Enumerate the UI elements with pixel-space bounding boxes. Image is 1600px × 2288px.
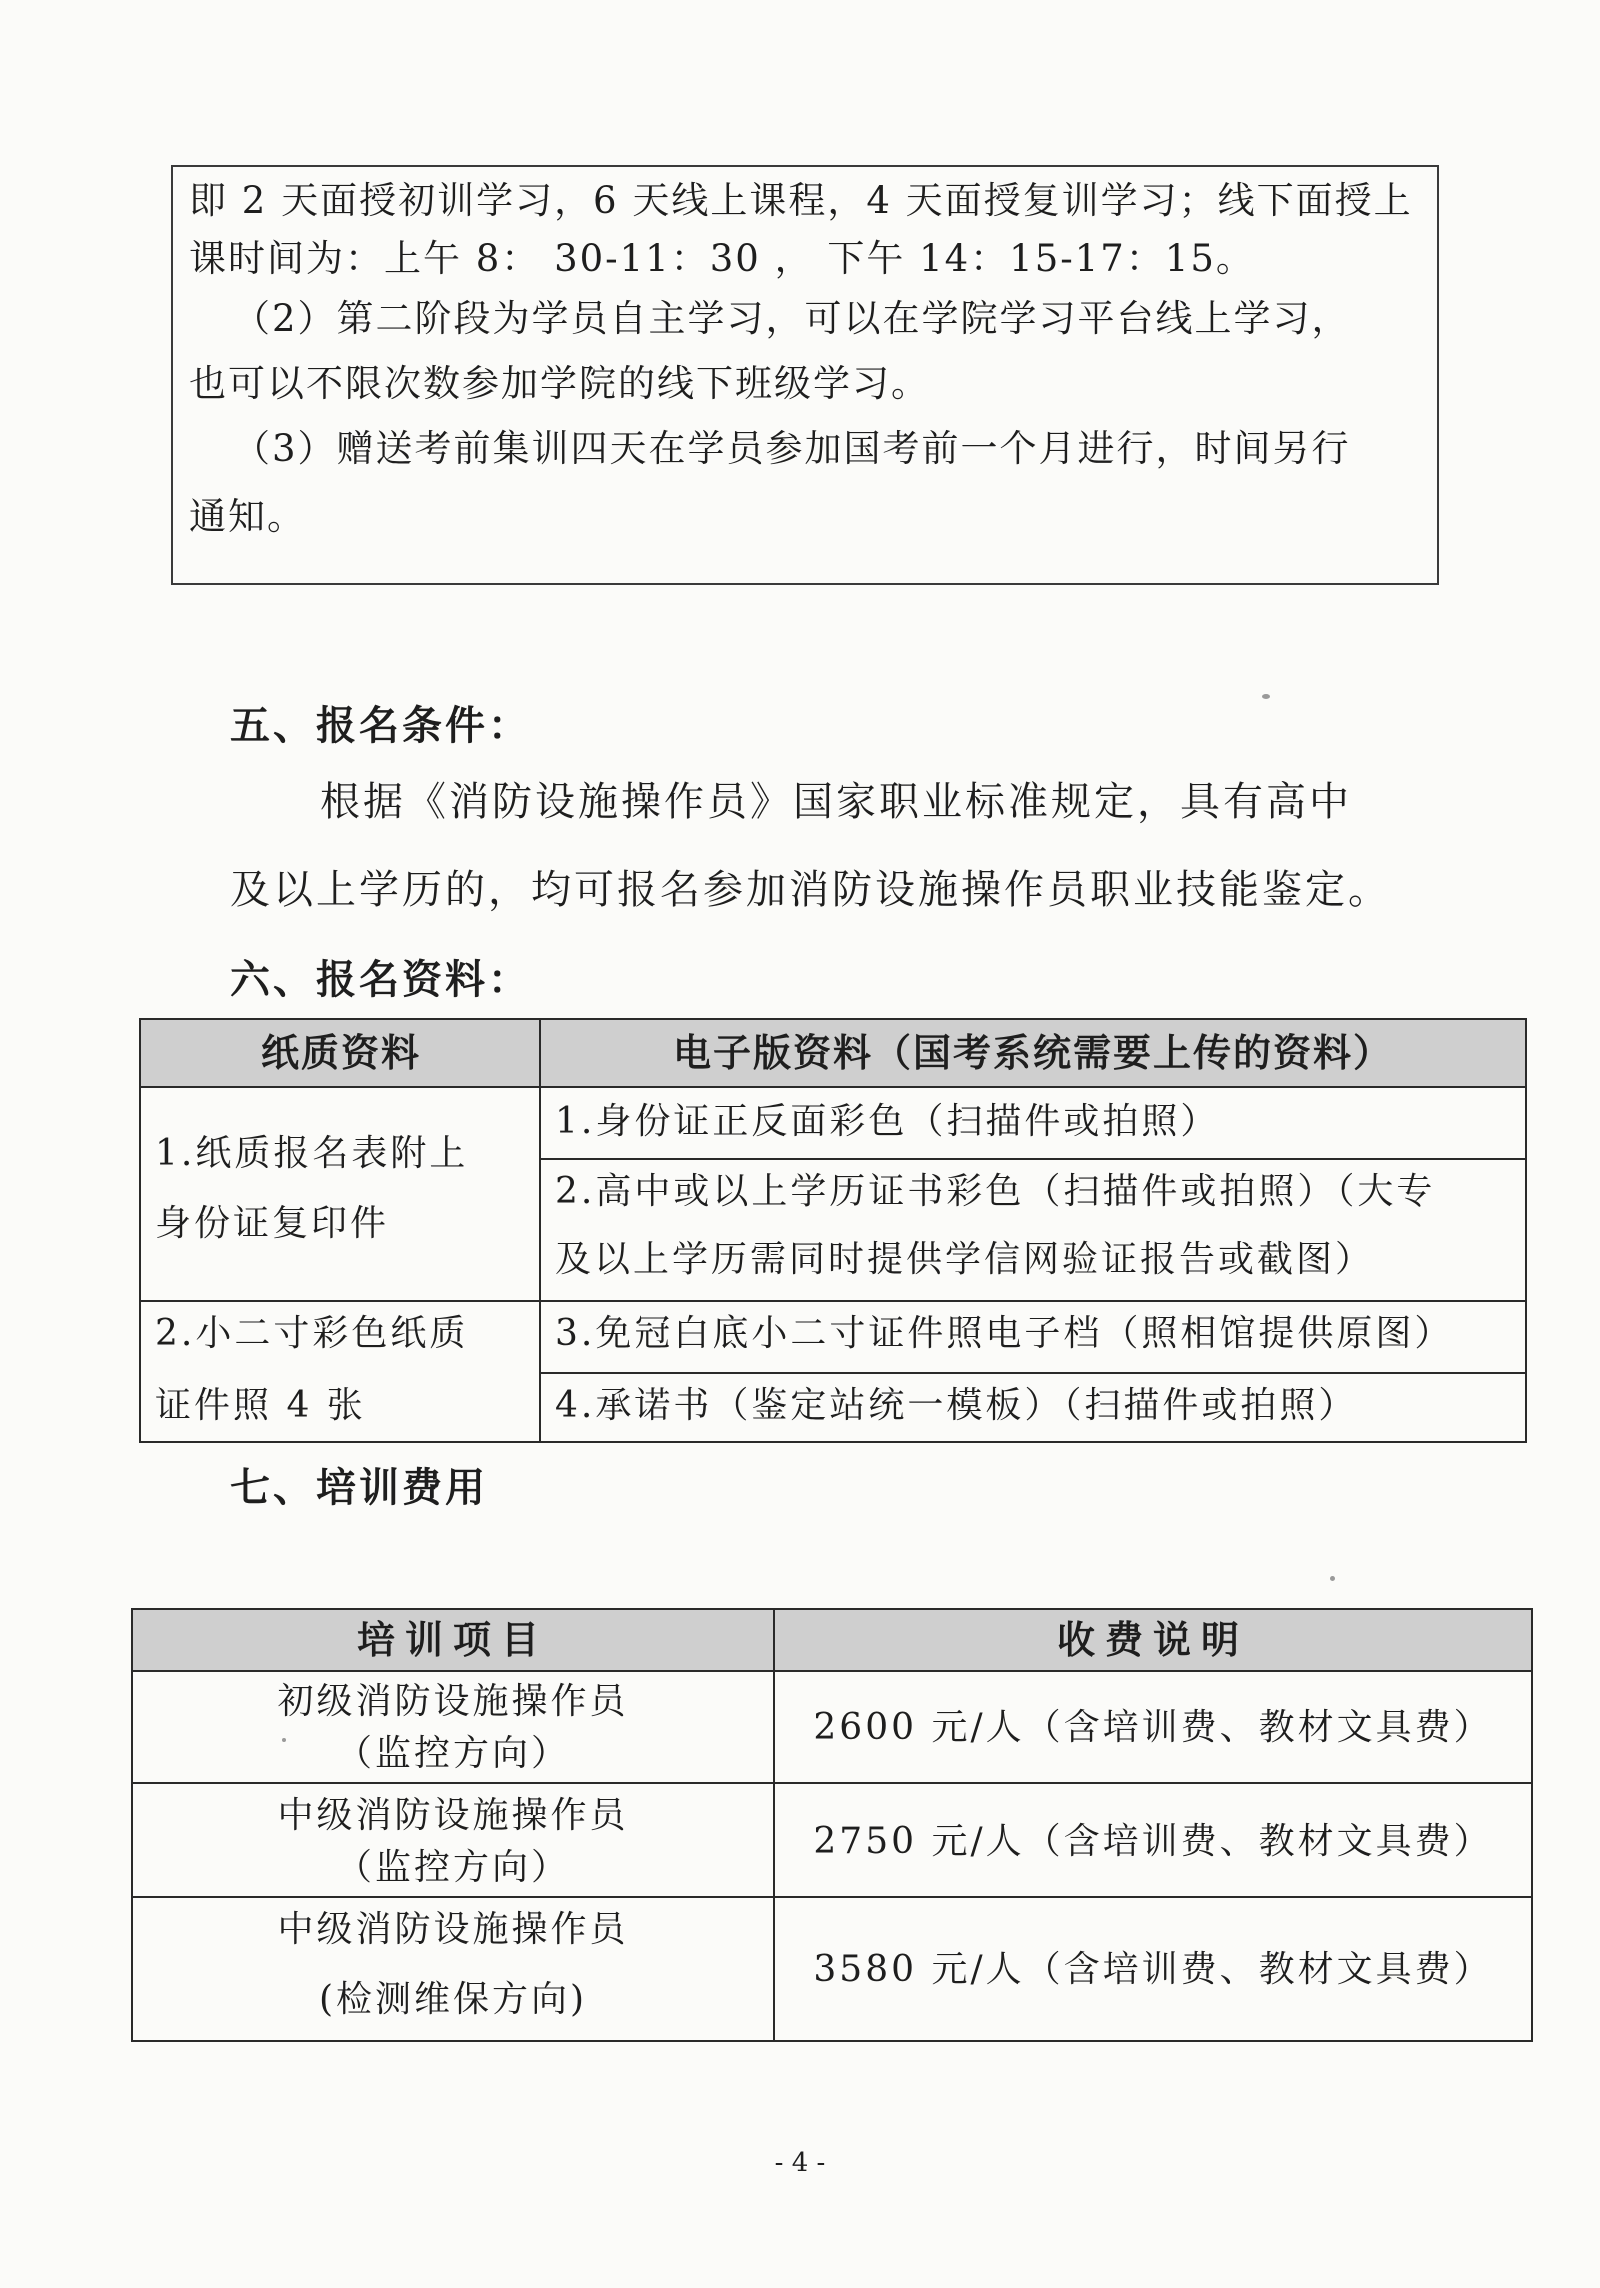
electronic-material-cell: 及以上学历需同时提供学信网验证报告或截图） bbox=[555, 1239, 1375, 1280]
table-divider bbox=[541, 1372, 1525, 1374]
fee-item-cell: 初级消防设施操作员 bbox=[277, 1681, 629, 1722]
registration-conditions-paragraph: 及以上学历的，均可报名参加消防设施操作员职业技能鉴定。 bbox=[230, 867, 1391, 913]
table-divider bbox=[539, 1020, 541, 1441]
section-heading-training-fees: 七、培训费用 bbox=[230, 1465, 488, 1511]
section-heading-registration-conditions: 五、报名条件： bbox=[230, 703, 531, 749]
fee-item-cell: （监控方向） bbox=[335, 1847, 570, 1888]
paper-material-cell: 2.小二寸彩色纸质 bbox=[155, 1313, 469, 1354]
fee-header-item: 培训项目 bbox=[133, 1610, 773, 1672]
schedule-line: 课时间为：上午 8： 30-11：30 ， 下午 14：15-17：15。 bbox=[189, 237, 1255, 280]
electronic-material-cell: 1.身份证正反面彩色（扫描件或拍照） bbox=[555, 1101, 1220, 1142]
schedule-line: （2）第二阶段为学员自主学习，可以在学院学习平台线上学习， bbox=[233, 297, 1351, 340]
fee-amount-cell: 2750 元/人（含培训费、教材文具费） bbox=[813, 1821, 1493, 1862]
fee-item-cell: 中级消防设施操作员 bbox=[277, 1909, 629, 1950]
fee-amount-cell: 3580 元/人（含培训费、教材文具费） bbox=[813, 1949, 1493, 1990]
fee-item-cell: 中级消防设施操作员 bbox=[277, 1795, 629, 1836]
page-number: - 4 - bbox=[774, 2148, 826, 2178]
fee-amount-cell: 2600 元/人（含培训费、教材文具费） bbox=[813, 1707, 1493, 1748]
fee-item-cell: （监控方向） bbox=[335, 1733, 570, 1774]
schedule-line: 即 2 天面授初训学习，6 天线上课程，4 天面授复训学习；线下面授上 bbox=[189, 179, 1413, 222]
fee-header-description: 收费说明 bbox=[775, 1610, 1531, 1672]
registration-conditions-paragraph: 根据《消防设施操作员》国家职业标准规定，具有高中 bbox=[320, 779, 1352, 825]
electronic-material-cell: 4.承诺书（鉴定站统一模板）（扫描件或拍照） bbox=[555, 1385, 1358, 1426]
table-divider bbox=[133, 1782, 1531, 1784]
electronic-material-cell: 3.免冠白底小二寸证件照电子档（照相馆提供原图） bbox=[555, 1313, 1454, 1354]
materials-table bbox=[139, 1018, 1527, 1443]
fee-table bbox=[131, 1608, 1533, 2042]
schedule-line: 通知。 bbox=[189, 495, 306, 538]
paper-material-cell: 身份证复印件 bbox=[155, 1203, 390, 1244]
schedule-line: （3）赠送考前集训四天在学员参加国考前一个月进行，时间另行 bbox=[233, 427, 1351, 470]
scan-speck bbox=[282, 1738, 286, 1742]
paper-material-cell: 1.纸质报名表附上 bbox=[155, 1133, 469, 1174]
materials-header-electronic: 电子版资料（国考系统需要上传的资料） bbox=[541, 1020, 1525, 1088]
paper-material-cell: 证件照 4 张 bbox=[155, 1385, 366, 1426]
table-divider bbox=[541, 1158, 1525, 1160]
schedule-box bbox=[171, 165, 1439, 585]
schedule-line: 也可以不限次数参加学院的线下班级学习。 bbox=[189, 362, 930, 405]
table-divider bbox=[133, 1896, 1531, 1898]
section-heading-registration-materials: 六、报名资料： bbox=[230, 957, 531, 1003]
materials-header-paper: 纸质资料 bbox=[141, 1020, 541, 1088]
scan-speck bbox=[1262, 694, 1270, 699]
fee-item-cell: (检测维保方向) bbox=[318, 1979, 588, 2020]
table-divider bbox=[141, 1300, 1525, 1302]
electronic-material-cell: 2.高中或以上学历证书彩色（扫描件或拍照）（大专 bbox=[555, 1171, 1436, 1212]
scan-speck bbox=[1330, 1576, 1335, 1581]
